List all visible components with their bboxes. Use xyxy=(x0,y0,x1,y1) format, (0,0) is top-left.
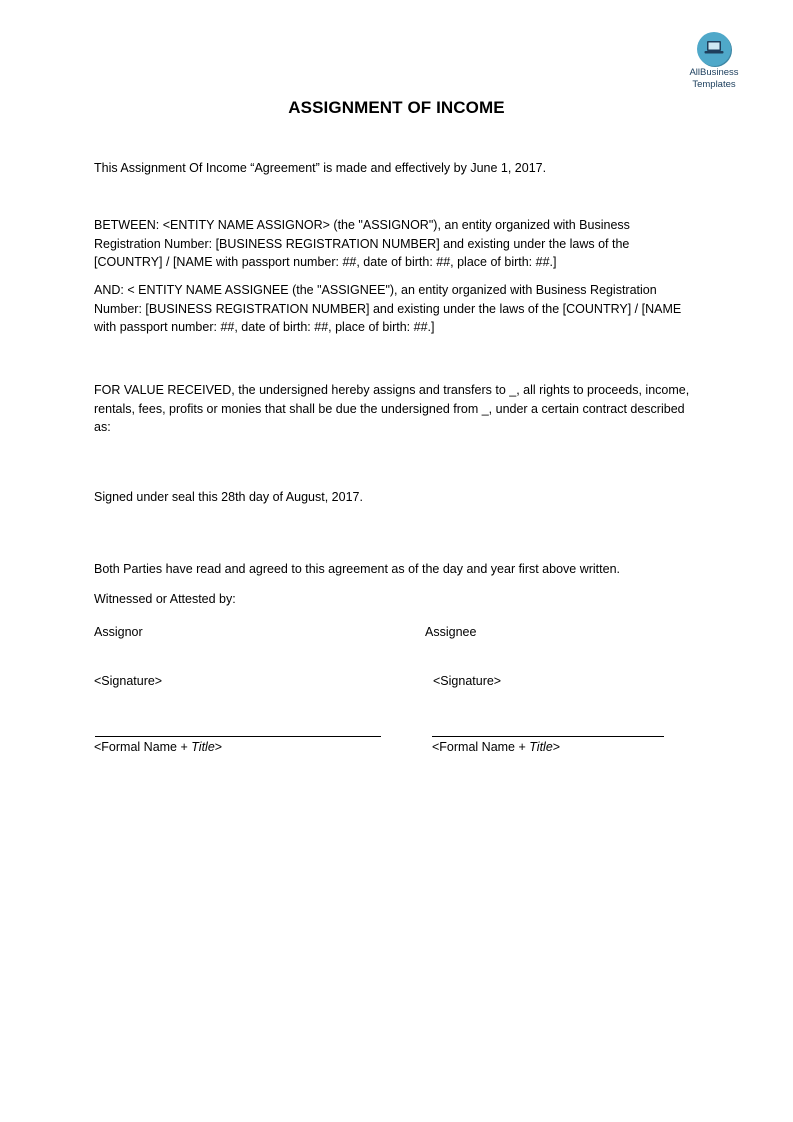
value-received-paragraph: FOR VALUE RECEIVED, the undersigned hereby assigns and transfers to _, all rights to proceeds, income, rentals, fees, profits or monies that shall be due the undersigned from _, under a certain contract described as: xyxy=(94,383,690,434)
assignee-signature-placeholder: <Signature> xyxy=(433,674,502,688)
logo-name-line2: Templates xyxy=(692,79,736,90)
assignor-signature-placeholder: <Signature> xyxy=(94,674,163,688)
document-title: ASSIGNMENT OF INCOME xyxy=(288,98,505,117)
assignor-signature-line xyxy=(95,736,381,737)
assignee-title-word: Title xyxy=(529,740,553,754)
assignee-formal-name-text: <Formal Name + xyxy=(432,740,530,754)
assignor-title-word: Title xyxy=(191,740,215,754)
and-paragraph: AND: < ENTITY NAME ASSIGNEE (the "ASSIGNEE"), an entity organized with Business Registration Number: [BUSINESS REGISTRATION NUMBER] and existing under the laws of the [COUNTRY] / [NAME with passport number: ##, date of birth: ##, place of birth: ##.] xyxy=(94,283,682,334)
signed-under-seal-line: Signed under seal this 28th day of August, 2017. xyxy=(94,490,363,504)
assignee-formal-name xyxy=(432,738,560,756)
both-parties-paragraph: Both Parties have read and agreed to this agreement as of the day and year first above written. xyxy=(94,562,621,576)
assignee-signature-line xyxy=(432,736,664,737)
assignee-formal-name-close: > xyxy=(552,740,561,754)
intro-paragraph: This Assignment Of Income “Agreement” is made and effectively by June 1, 2017. xyxy=(94,161,547,175)
witnessed-line: Witnessed or Attested by: xyxy=(94,592,236,606)
assignor-label: Assignor xyxy=(94,625,143,639)
assignor-formal-name xyxy=(94,738,222,756)
assignor-formal-name-close: > xyxy=(214,740,223,754)
assignee-label: Assignee xyxy=(425,625,477,639)
logo-name-line1: AllBusiness xyxy=(689,67,739,78)
company-logo xyxy=(684,32,744,90)
between-paragraph: BETWEEN: <ENTITY NAME ASSIGNOR> (the "ASSIGNOR"), an entity organized with Business Registration Number: [BUSINESS REGISTRATION NUMBER] and existing under the laws of the [COUNTRY] / [NAME with passport number: ##, date of birth: ##, place of birth: ##.] xyxy=(94,218,630,269)
assignor-formal-name-text: <Formal Name + xyxy=(94,740,192,754)
laptop-icon xyxy=(697,32,731,66)
